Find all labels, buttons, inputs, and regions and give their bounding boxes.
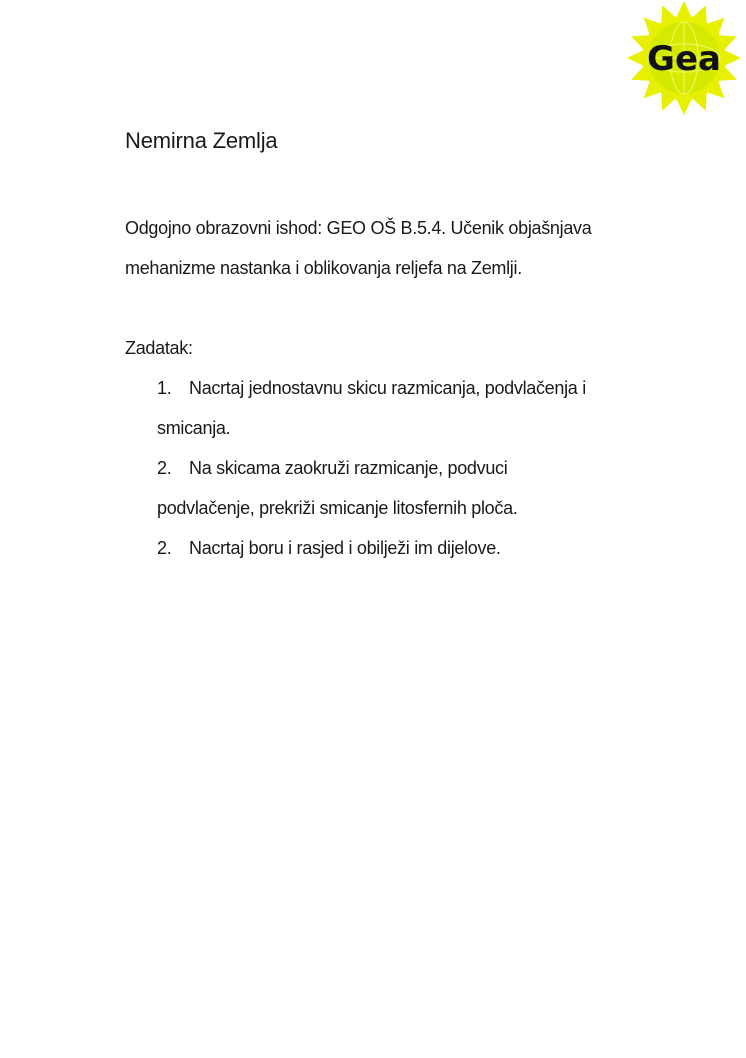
task-list — [125, 368, 685, 568]
learning-outcome: Odgojno obrazovni ishod: GEO OŠ B.5.4. Učenik objašnjava mehanizme nastanka i oblikovanja reljefa na Zemlji. — [125, 218, 592, 278]
task-text: Na skicama zaokruži razmicanje, podvuci podvlačenje, prekriži smicanje litosfernih ploča. — [157, 458, 518, 518]
task-number: 2. — [157, 458, 172, 478]
task-item — [157, 528, 597, 568]
logo-text: Gea — [647, 39, 721, 79]
page-title: Nemirna Zemlja — [125, 128, 278, 153]
task-text: Nacrtaj boru i rasjed i obilježi im dijelove. — [189, 538, 501, 558]
task-text: Nacrtaj jednostavnu skicu razmicanja, podvlačenja i smicanja. — [157, 378, 586, 438]
task-number: 1. — [157, 378, 172, 398]
document-body — [125, 122, 685, 568]
task-item — [157, 368, 597, 448]
task-label: Zadatak: — [125, 338, 193, 358]
task-item — [157, 448, 597, 528]
task-number: 2. — [157, 538, 172, 558]
gea-logo — [624, 0, 744, 116]
